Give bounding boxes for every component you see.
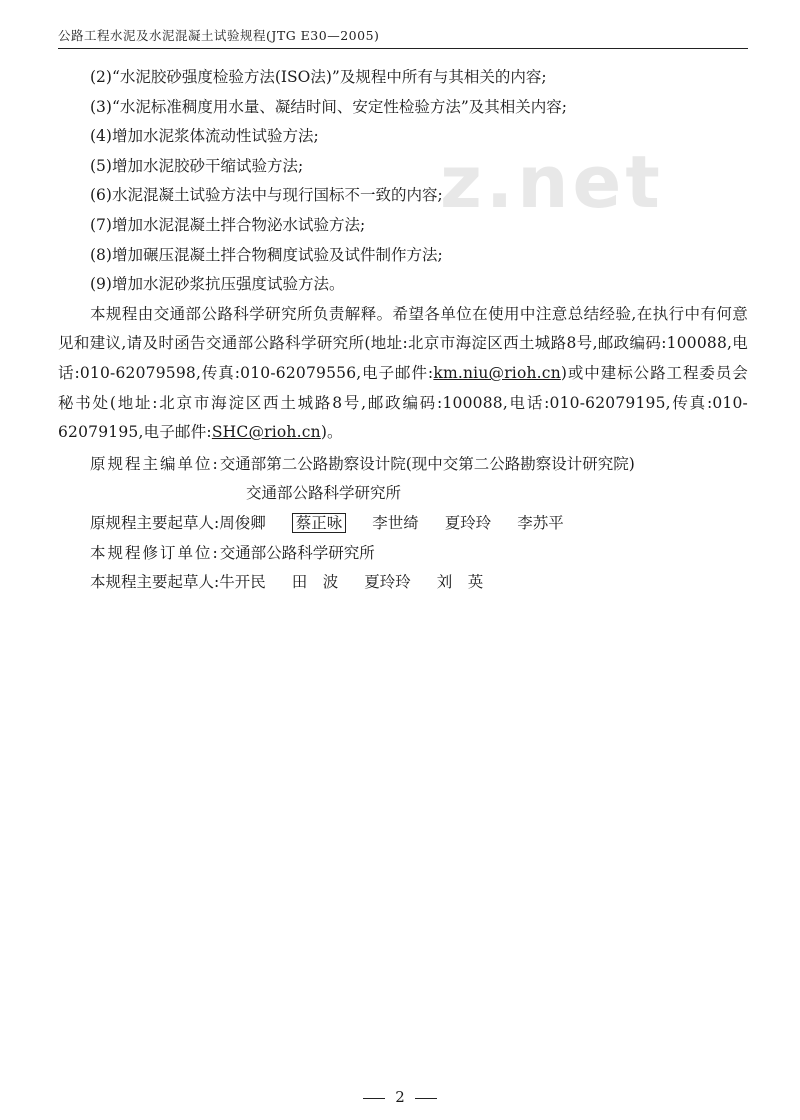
page-number xyxy=(0,1088,800,1106)
drafter-name: 周俊卿 xyxy=(219,513,266,532)
credits-section xyxy=(58,450,748,598)
drafter-name: 夏玲玲 xyxy=(364,573,411,592)
list-item: (7)增加水泥混凝土拌合物泌水试验方法; xyxy=(90,215,366,234)
list-item: (3)“水泥标准稠度用水量、凝结时间、安定性检验方法”及其相关内容; xyxy=(90,97,568,116)
email-link-1[interactable]: km.niu@rioh.cn xyxy=(433,363,561,382)
revision-unit: 交通部公路科学研究所 xyxy=(219,543,375,562)
revision-unit-label: 本规程修订单位: xyxy=(90,543,220,562)
document-body xyxy=(58,63,748,598)
original-editor-label: 原规程主编单位: xyxy=(90,454,220,473)
list-item: (4)增加水泥浆体流动性试验方法; xyxy=(90,127,319,146)
drafter-name: 田 波 xyxy=(291,573,339,592)
dash-right xyxy=(415,1098,437,1099)
original-drafters-label: 原规程主要起草人: xyxy=(90,513,220,532)
main-drafters-line xyxy=(58,568,748,598)
contact-paragraph xyxy=(58,300,748,448)
original-editor-line xyxy=(58,450,748,480)
email-link-2[interactable]: SHC@rioh.cn xyxy=(211,423,321,442)
header-title: 公路工程水泥及水泥混凝土试验规程(JTG E30—2005) xyxy=(58,28,380,43)
list-item: (9)增加水泥砂浆抗压强度试验方法。 xyxy=(90,275,345,294)
watermark: z.net xyxy=(440,140,664,224)
drafter-name: 夏玲玲 xyxy=(444,513,492,532)
drafter-name: 牛开民 xyxy=(219,573,266,592)
paragraph-text: )。 xyxy=(320,423,343,442)
running-header xyxy=(58,24,748,49)
original-editor-1: 交通部第二公路勘察设计院(现中交第二公路勘察设计研究院) xyxy=(219,454,635,473)
drafter-name: 李世绮 xyxy=(372,513,419,532)
original-drafters-line xyxy=(58,509,748,539)
drafter-name-boxed: 蔡正咏 xyxy=(292,513,347,533)
list-item: (8)增加碾压混凝土拌合物稠度试验及试件制作方法; xyxy=(90,245,443,264)
paragraph-text: 本规程由交通部公路科学研究所负责解释。希望各单位在使用中注意总结经验,在执行中有何意见和建议,请及时函告交通部公路科学研究所(地址:北京市海淀区西土城路8号,邮政编码:100088,电话:010-62079598,传真:010-62079556,电子邮件: xyxy=(58,304,748,382)
main-drafters-label: 本规程主要起草人: xyxy=(90,573,220,592)
paragraph-text: )或中建标公路工程委员会秘书处(地址:北京市海淀区西土城路8号,邮政编码:100088,电话:010-62079195,传真:010-62079195,电子邮件: xyxy=(58,363,749,442)
dash-left xyxy=(363,1098,385,1099)
page-number-value: 2 xyxy=(395,1088,405,1106)
list-item: (6)水泥混凝土试验方法中与现行国标不一致的内容; xyxy=(90,186,443,205)
drafter-name: 刘 英 xyxy=(436,573,484,592)
original-editor-2: 交通部公路科学研究所 xyxy=(246,484,402,503)
revision-unit-line xyxy=(58,539,748,569)
list-item: (5)增加水泥胶砂干缩试验方法; xyxy=(90,156,304,175)
drafter-name: 李苏平 xyxy=(517,513,564,532)
list-item: (2)“水泥胶砂强度检验方法(ISO法)”及规程中所有与其相关的内容; xyxy=(90,68,547,86)
